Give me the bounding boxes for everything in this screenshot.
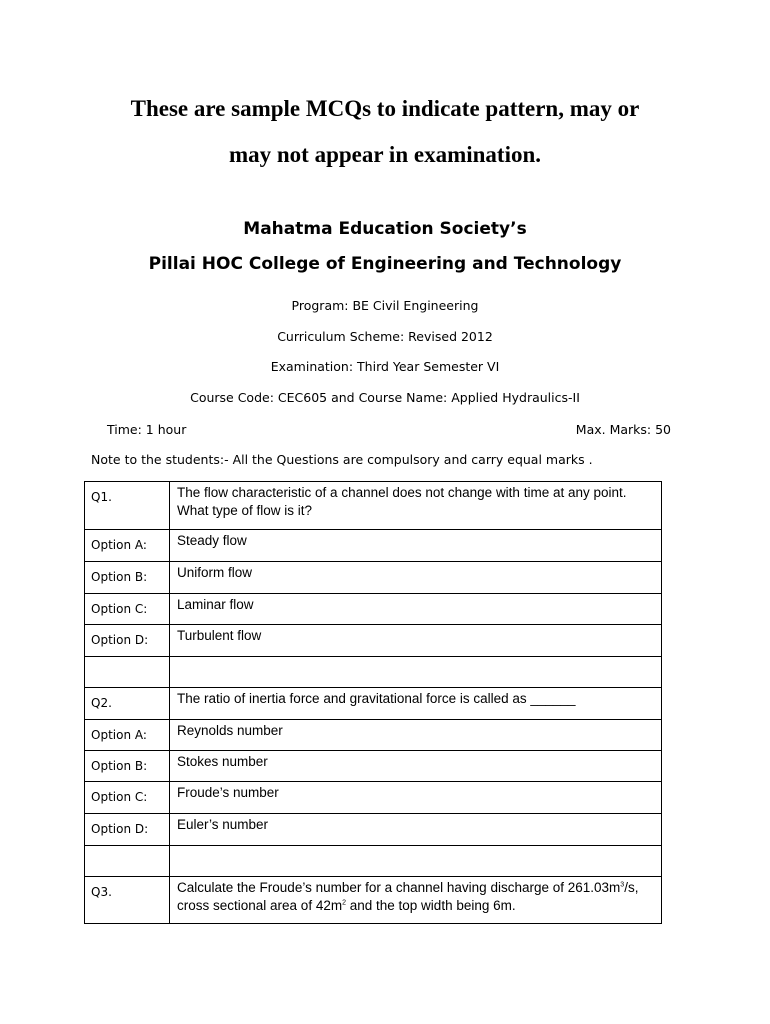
row-label: Q3. bbox=[85, 877, 170, 924]
row-label: Option B: bbox=[85, 751, 170, 782]
row-text bbox=[170, 877, 662, 924]
disclaimer-line-1: These are sample MCQs to indicate pattern, may or bbox=[130, 96, 640, 121]
table-row bbox=[85, 530, 662, 562]
table-row bbox=[85, 562, 662, 594]
row-label: Q1. bbox=[85, 482, 170, 530]
table-row bbox=[85, 782, 662, 814]
row-label bbox=[85, 657, 170, 688]
college-name: Pillai HOC College of Engineering and Technology bbox=[148, 254, 622, 274]
q3-superscript-3: 3 bbox=[620, 881, 625, 889]
disclaimer-line-2: may not appear in examination. bbox=[228, 142, 542, 167]
course-line: Course Code: CEC605 and Course Name: Applied Hydraulics-II bbox=[190, 390, 580, 405]
row-label: Q2. bbox=[85, 688, 170, 720]
row-text: Euler’s number bbox=[170, 814, 662, 846]
table-row bbox=[85, 846, 662, 877]
mcq-table bbox=[84, 481, 662, 924]
table-row bbox=[85, 688, 662, 720]
q3-superscript-2: 2 bbox=[342, 899, 346, 907]
row-label: Option D: bbox=[85, 625, 170, 657]
row-text bbox=[170, 657, 662, 688]
max-marks-label: Max. Marks: 50 bbox=[575, 422, 671, 437]
row-text: Reynolds number bbox=[170, 720, 662, 751]
table-row bbox=[85, 877, 662, 924]
row-label: Option C: bbox=[85, 594, 170, 625]
row-text: Laminar flow bbox=[170, 594, 662, 625]
table-row bbox=[85, 657, 662, 688]
q3-text-part: /s, cross sectional area of 42m bbox=[177, 880, 639, 913]
table-row bbox=[85, 814, 662, 846]
time-label: Time: 1 hour bbox=[107, 422, 187, 437]
program-line: Program: BE Civil Engineering bbox=[291, 298, 479, 313]
row-text: The flow characteristic of a channel does not change with time at any point. What type of flow is it? bbox=[170, 482, 662, 530]
examination-line: Examination: Third Year Semester VI bbox=[270, 359, 500, 374]
row-label: Option A: bbox=[85, 720, 170, 751]
row-label bbox=[85, 846, 170, 877]
row-text: Steady flow bbox=[170, 530, 662, 562]
row-text: Uniform flow bbox=[170, 562, 662, 594]
row-text: The ratio of inertia force and gravitational force is called as ______ bbox=[170, 688, 662, 720]
note-to-students: Note to the students:- All the Questions are compulsory and carry equal marks . bbox=[91, 452, 593, 467]
table-row bbox=[85, 594, 662, 625]
row-text: Froude’s number bbox=[170, 782, 662, 814]
row-text: Turbulent flow bbox=[170, 625, 662, 657]
row-label: Option C: bbox=[85, 782, 170, 814]
table-row bbox=[85, 482, 662, 530]
table-row bbox=[85, 625, 662, 657]
row-label: Option D: bbox=[85, 814, 170, 846]
society-name: Mahatma Education Society’s bbox=[243, 219, 527, 239]
table-row bbox=[85, 720, 662, 751]
q3-text-part: Calculate the Froude’s number for a channel having discharge of 261.03m bbox=[177, 880, 621, 895]
table-row bbox=[85, 751, 662, 782]
scheme-line: Curriculum Scheme: Revised 2012 bbox=[277, 329, 493, 344]
row-label: Option A: bbox=[85, 530, 170, 562]
q3-text-part: and the top width being 6m. bbox=[346, 898, 516, 913]
row-text: Stokes number bbox=[170, 751, 662, 782]
row-text bbox=[170, 846, 662, 877]
row-label: Option B: bbox=[85, 562, 170, 594]
